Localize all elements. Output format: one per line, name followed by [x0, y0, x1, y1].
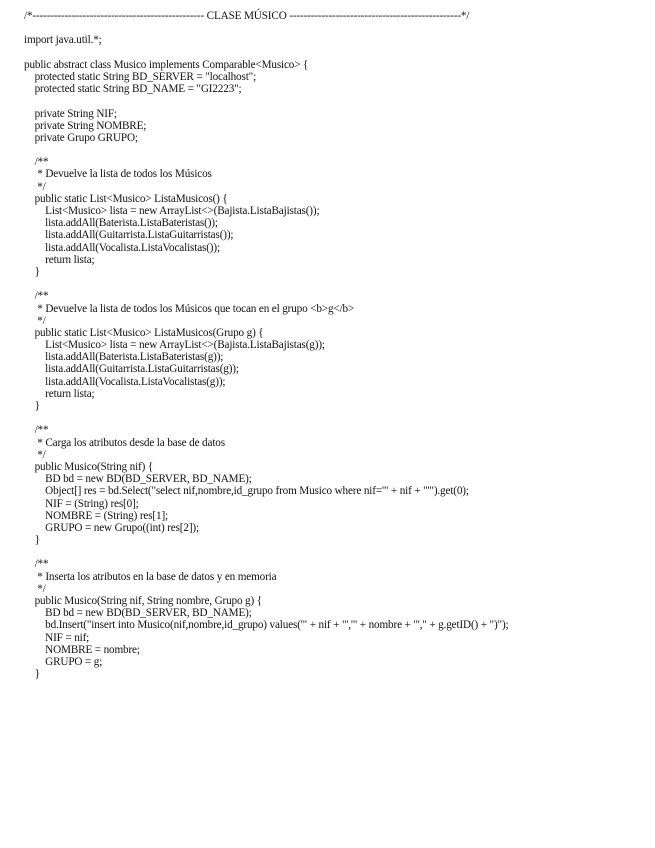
code-line: /**	[24, 290, 49, 303]
code-listing	[24, 10, 649, 680]
code-line: public static List<Musico> ListaMusicos() {	[24, 192, 228, 205]
code-line: List<Musico> lista = new ArrayList<>(Bajista.ListaBajistas());	[24, 205, 320, 217]
code-line: bd.Insert("insert into Musico(nif,nombre,id_grupo) values('" + nif + "','" + nombre + "'," + g.getID() + ")");	[24, 619, 509, 632]
code-line: protected static String BD_SERVER = "localhost";	[24, 70, 257, 83]
code-line: /*------------------------------------------------ CLASE MÚSICO ------------------------------------------------*/	[24, 10, 470, 22]
code-line: NIF = nif;	[24, 631, 90, 644]
code-line: NOMBRE = nombre;	[24, 643, 140, 656]
code-line: */	[24, 582, 46, 595]
code-line: import java.util.*;	[24, 34, 102, 47]
code-line: */	[24, 180, 46, 193]
blank-line	[24, 412, 649, 424]
code-line: * Devuelve la lista de todos los Músicos	[24, 168, 212, 181]
code-line: /**	[24, 558, 49, 571]
code-line: return lista;	[24, 253, 95, 266]
code-line: }	[24, 668, 40, 681]
code-line: NIF = (String) res[0];	[24, 497, 139, 510]
code-line: lista.addAll(Baterista.ListaBateristas(g));	[24, 351, 224, 364]
code-line: private Grupo GRUPO;	[24, 131, 138, 144]
code-line: List<Musico> lista = new ArrayList<>(Bajista.ListaBajistas(g));	[24, 339, 325, 352]
blank-line	[24, 95, 649, 107]
code-line: lista.addAll(Vocalista.ListaVocalistas());	[24, 241, 220, 254]
code-line: }	[24, 400, 40, 412]
code-line: BD bd = new BD(BD_SERVER, BD_NAME);	[24, 607, 252, 620]
code-line: lista.addAll(Guitarrista.ListaGuitarristas(g));	[24, 363, 239, 376]
blank-line	[24, 22, 649, 34]
code-line: */	[24, 448, 46, 461]
code-line: BD bd = new BD(BD_SERVER, BD_NAME);	[24, 473, 252, 486]
code-line: NOMBRE = (String) res[1];	[24, 509, 168, 522]
code-line: public abstract class Musico implements Comparable<Musico> {	[24, 58, 309, 71]
code-line: Object[] res = bd.Select("select nif,nombre,id_grupo from Musico where nif='" + nif + "'").get(0);	[24, 485, 469, 498]
code-line: public Musico(String nif) {	[24, 460, 154, 473]
code-line: lista.addAll(Guitarrista.ListaGuitarristas());	[24, 229, 234, 242]
code-line: /**	[24, 424, 49, 437]
blank-line	[24, 278, 649, 290]
blank-line	[24, 144, 649, 156]
code-line: * Devuelve la lista de todos los Músicos que tocan en el grupo <b>g</b>	[24, 302, 355, 315]
code-line: GRUPO = g;	[24, 655, 103, 668]
code-line: }	[24, 534, 40, 547]
code-line: * Inserta los atributos en la base de datos y en memoria	[24, 570, 277, 583]
blank-line	[24, 47, 649, 59]
code-line: public Musico(String nif, String nombre, Grupo g) {	[24, 595, 262, 607]
code-line: */	[24, 314, 46, 327]
code-line: private String NOMBRE;	[24, 119, 147, 132]
blank-line	[24, 546, 649, 558]
code-line: lista.addAll(Baterista.ListaBateristas());	[24, 217, 218, 230]
code-line: GRUPO = new Grupo((int) res[2]);	[24, 521, 199, 534]
code-line: return lista;	[24, 387, 95, 400]
code-line: /**	[24, 156, 49, 169]
code-line: public static List<Musico> ListaMusicos(Grupo g) {	[24, 326, 264, 339]
code-line: protected static String BD_NAME = "GI2223";	[24, 83, 242, 96]
code-line: * Carga los atributos desde la base de datos	[24, 436, 225, 449]
code-line: }	[24, 265, 40, 278]
code-line: private String NIF;	[24, 107, 117, 120]
code-line: lista.addAll(Vocalista.ListaVocalistas(g));	[24, 375, 226, 388]
code-document	[24, 10, 649, 680]
